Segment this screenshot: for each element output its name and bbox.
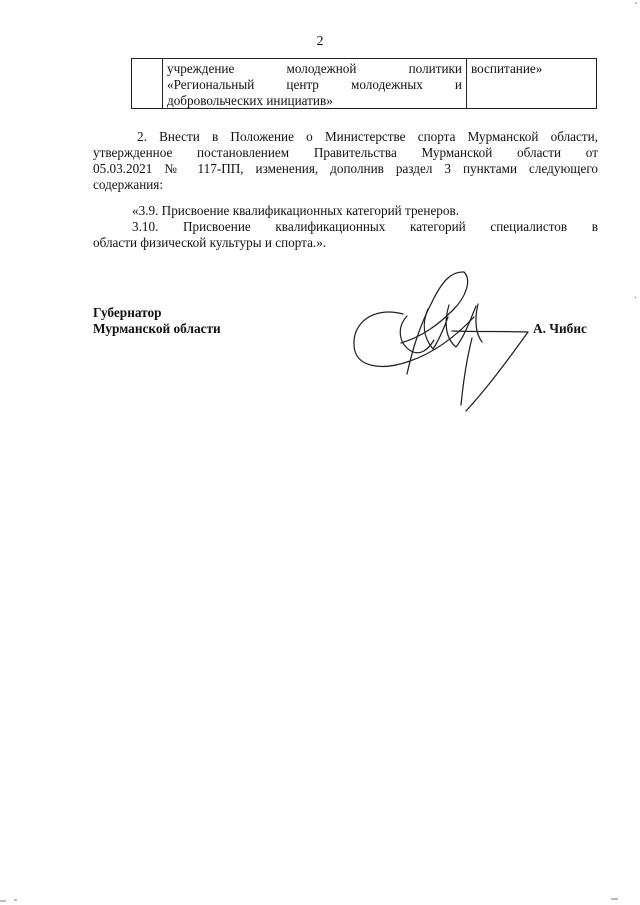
table-organization-line: добровольческих инициатив» [167, 93, 333, 108]
signer-name: А. Чибис [533, 321, 587, 336]
paragraph-line: области физической культуры и спорта.». [93, 235, 327, 250]
table-organization-line: «Региональный центр молодежных и [167, 77, 462, 92]
table-organization-cell [163, 59, 467, 109]
table-organization-line: учреждение молодежной политики [167, 61, 462, 76]
organization-table-fragment [131, 58, 597, 109]
added-point-3-10 [93, 219, 598, 251]
table-number-cell [132, 59, 163, 109]
amendment-paragraph [93, 129, 598, 193]
added-point-3-9: «3.9. Присвоение квалификационных категорий тренеров. [132, 203, 460, 218]
handwritten-signature [340, 265, 540, 417]
paragraph-line: 05.03.2021 № 117-ПП, изменения, дополнив раздел 3 пунктами следующего [93, 161, 598, 176]
paragraph-line: утвержденное постановлением Правительства Мурманской области от [93, 145, 598, 160]
governor-title-line: Мурманской области [93, 321, 221, 336]
governor-title-line: Губернатор [93, 305, 162, 320]
paragraph-line: 2. Внести в Положение о Министерстве спорта Мурманской области, [137, 129, 598, 144]
paragraph-line: 3.10. Присвоение квалификационных категорий специалистов в [132, 219, 598, 234]
governor-title [93, 305, 221, 337]
paragraph-line: содержания: [93, 177, 164, 192]
page-number: 2 [316, 34, 324, 49]
table-activity-cell: воспитание» [471, 61, 543, 76]
